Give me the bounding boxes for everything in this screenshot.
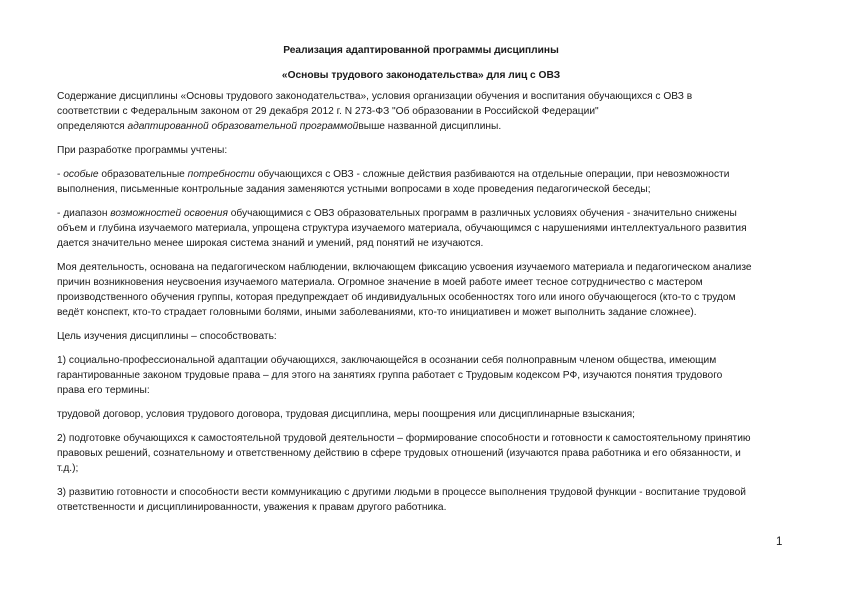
needs-emphasis-2: потребности bbox=[187, 169, 255, 180]
range-paragraph bbox=[57, 206, 787, 251]
range-prefix: - диапазон bbox=[57, 208, 111, 219]
goal-2-line-1: 2) подготовке обучающихся к самостоятельной трудовой деятельности – формирование способности и готовности к самостоятельному принятию bbox=[57, 433, 751, 444]
intro-line-3-start: определяются bbox=[57, 121, 128, 132]
activity-line-2: причин возникновения неусвоения изучаемого материала. Огромное значение в моей работе имеет тесное сотрудничество с мастером bbox=[57, 277, 703, 288]
needs-line-2: выполнения, письменные контрольные задания заменяются устными вопросами в ходе проведения педагогической беседы; bbox=[57, 184, 651, 195]
range-line-3: дается значительно менее широкая система знаний и умений, ряд понятий не изучаются. bbox=[57, 238, 484, 249]
intro-line-1: Содержание дисциплины «Основы трудового законодательства», условия организации обучения и воспитания обучающихся с ОВЗ в bbox=[57, 91, 693, 102]
activity-paragraph bbox=[57, 260, 787, 320]
needs-paragraph bbox=[57, 167, 787, 197]
goal-2-paragraph bbox=[57, 431, 787, 476]
goal-1-line-2: гарантированные законом трудовые права – для этого на занятиях группа работает с Трудовым кодексом РФ, изучаются понятия трудового bbox=[57, 370, 723, 381]
intro-line-2: соответствии с Федеральным законом от 29 декабря 2012 г. N 273-ФЗ "Об образовании в Российской Федерации" bbox=[57, 106, 599, 117]
range-emphasis: возможностей освоения bbox=[110, 208, 228, 219]
activity-line-4: ведёт конспект, кто-то страдает головными болями, иными заболеваниями, кто-то инициативен и может выполнить задание сложнее). bbox=[57, 307, 697, 318]
goal-1-line-1: 1) социально-профессиональной адаптации обучающихся, заключающейся в осознании себя полноправным членом общества, имеющим bbox=[57, 355, 717, 366]
goal-3-line-1: 3) развитию готовности и способности вести коммуникацию с другими людьми в процессе выполнения трудовой функции - воспитание трудовой bbox=[57, 487, 746, 498]
page-number: 1 bbox=[776, 536, 783, 548]
needs-rest: обучающихся с ОВЗ - сложные действия разбиваются на отдельные операции, при невозможности bbox=[254, 169, 730, 180]
terms-paragraph: трудовой договор, условия трудового договора, трудовая дисциплина, меры поощрения или дисциплинарные взыскания; bbox=[57, 409, 635, 420]
needs-line-1 bbox=[57, 167, 787, 182]
needs-emphasis-1: особые bbox=[63, 169, 99, 180]
activity-line-1: Моя деятельность, основана на педагогическом наблюдении, включающем фиксацию усвоения изучаемого материала и педагогическом анализе bbox=[57, 262, 752, 273]
intro-line-3 bbox=[57, 119, 787, 134]
goal-3-paragraph bbox=[57, 485, 787, 515]
intro-line-3-end: выше названной дисциплины. bbox=[358, 121, 502, 132]
intro-paragraph bbox=[57, 89, 787, 134]
activity-line-3: производственного обучения группы, которая предупреждает об индивидуальных особенностях того или иного обучающегося (кто-то с трудом bbox=[57, 292, 736, 303]
goal-2-line-2: правовых решений, сознательному и ответственному действию в сфере трудовых отношений (изучаются права работника и его обязанности, и bbox=[57, 448, 741, 459]
range-line-1 bbox=[57, 206, 787, 221]
goal-heading: Цель изучения дисциплины – способствовать: bbox=[57, 331, 277, 342]
accounted-heading: При разработке программы учтены: bbox=[57, 145, 228, 156]
goal-1-paragraph bbox=[57, 353, 787, 398]
document-title: Реализация адаптированной программы дисциплины bbox=[283, 45, 559, 56]
range-line-2: объем и глубина изучаемого материала, упрощена структура изучаемого материала, обучающимся с нарушениями интеллектуального развития bbox=[57, 223, 747, 234]
goal-2-line-3: т.д.); bbox=[57, 463, 79, 474]
intro-emphasis: адаптированной образовательной программой bbox=[127, 121, 359, 132]
needs-prefix: - bbox=[57, 169, 64, 180]
goal-3-line-2: ответственности и дисциплинированности, уважения к правам другого работника. bbox=[57, 502, 447, 513]
needs-mid: образовательные bbox=[98, 169, 188, 180]
goal-1-line-3: права его термины: bbox=[57, 385, 150, 396]
range-rest: обучающимися с ОВЗ образовательных программ в различных условиях обучения - значительно снижены bbox=[227, 208, 737, 219]
document-body bbox=[57, 89, 787, 515]
document-subtitle: «Основы трудового законодательства» для лиц с ОВЗ bbox=[281, 70, 561, 81]
